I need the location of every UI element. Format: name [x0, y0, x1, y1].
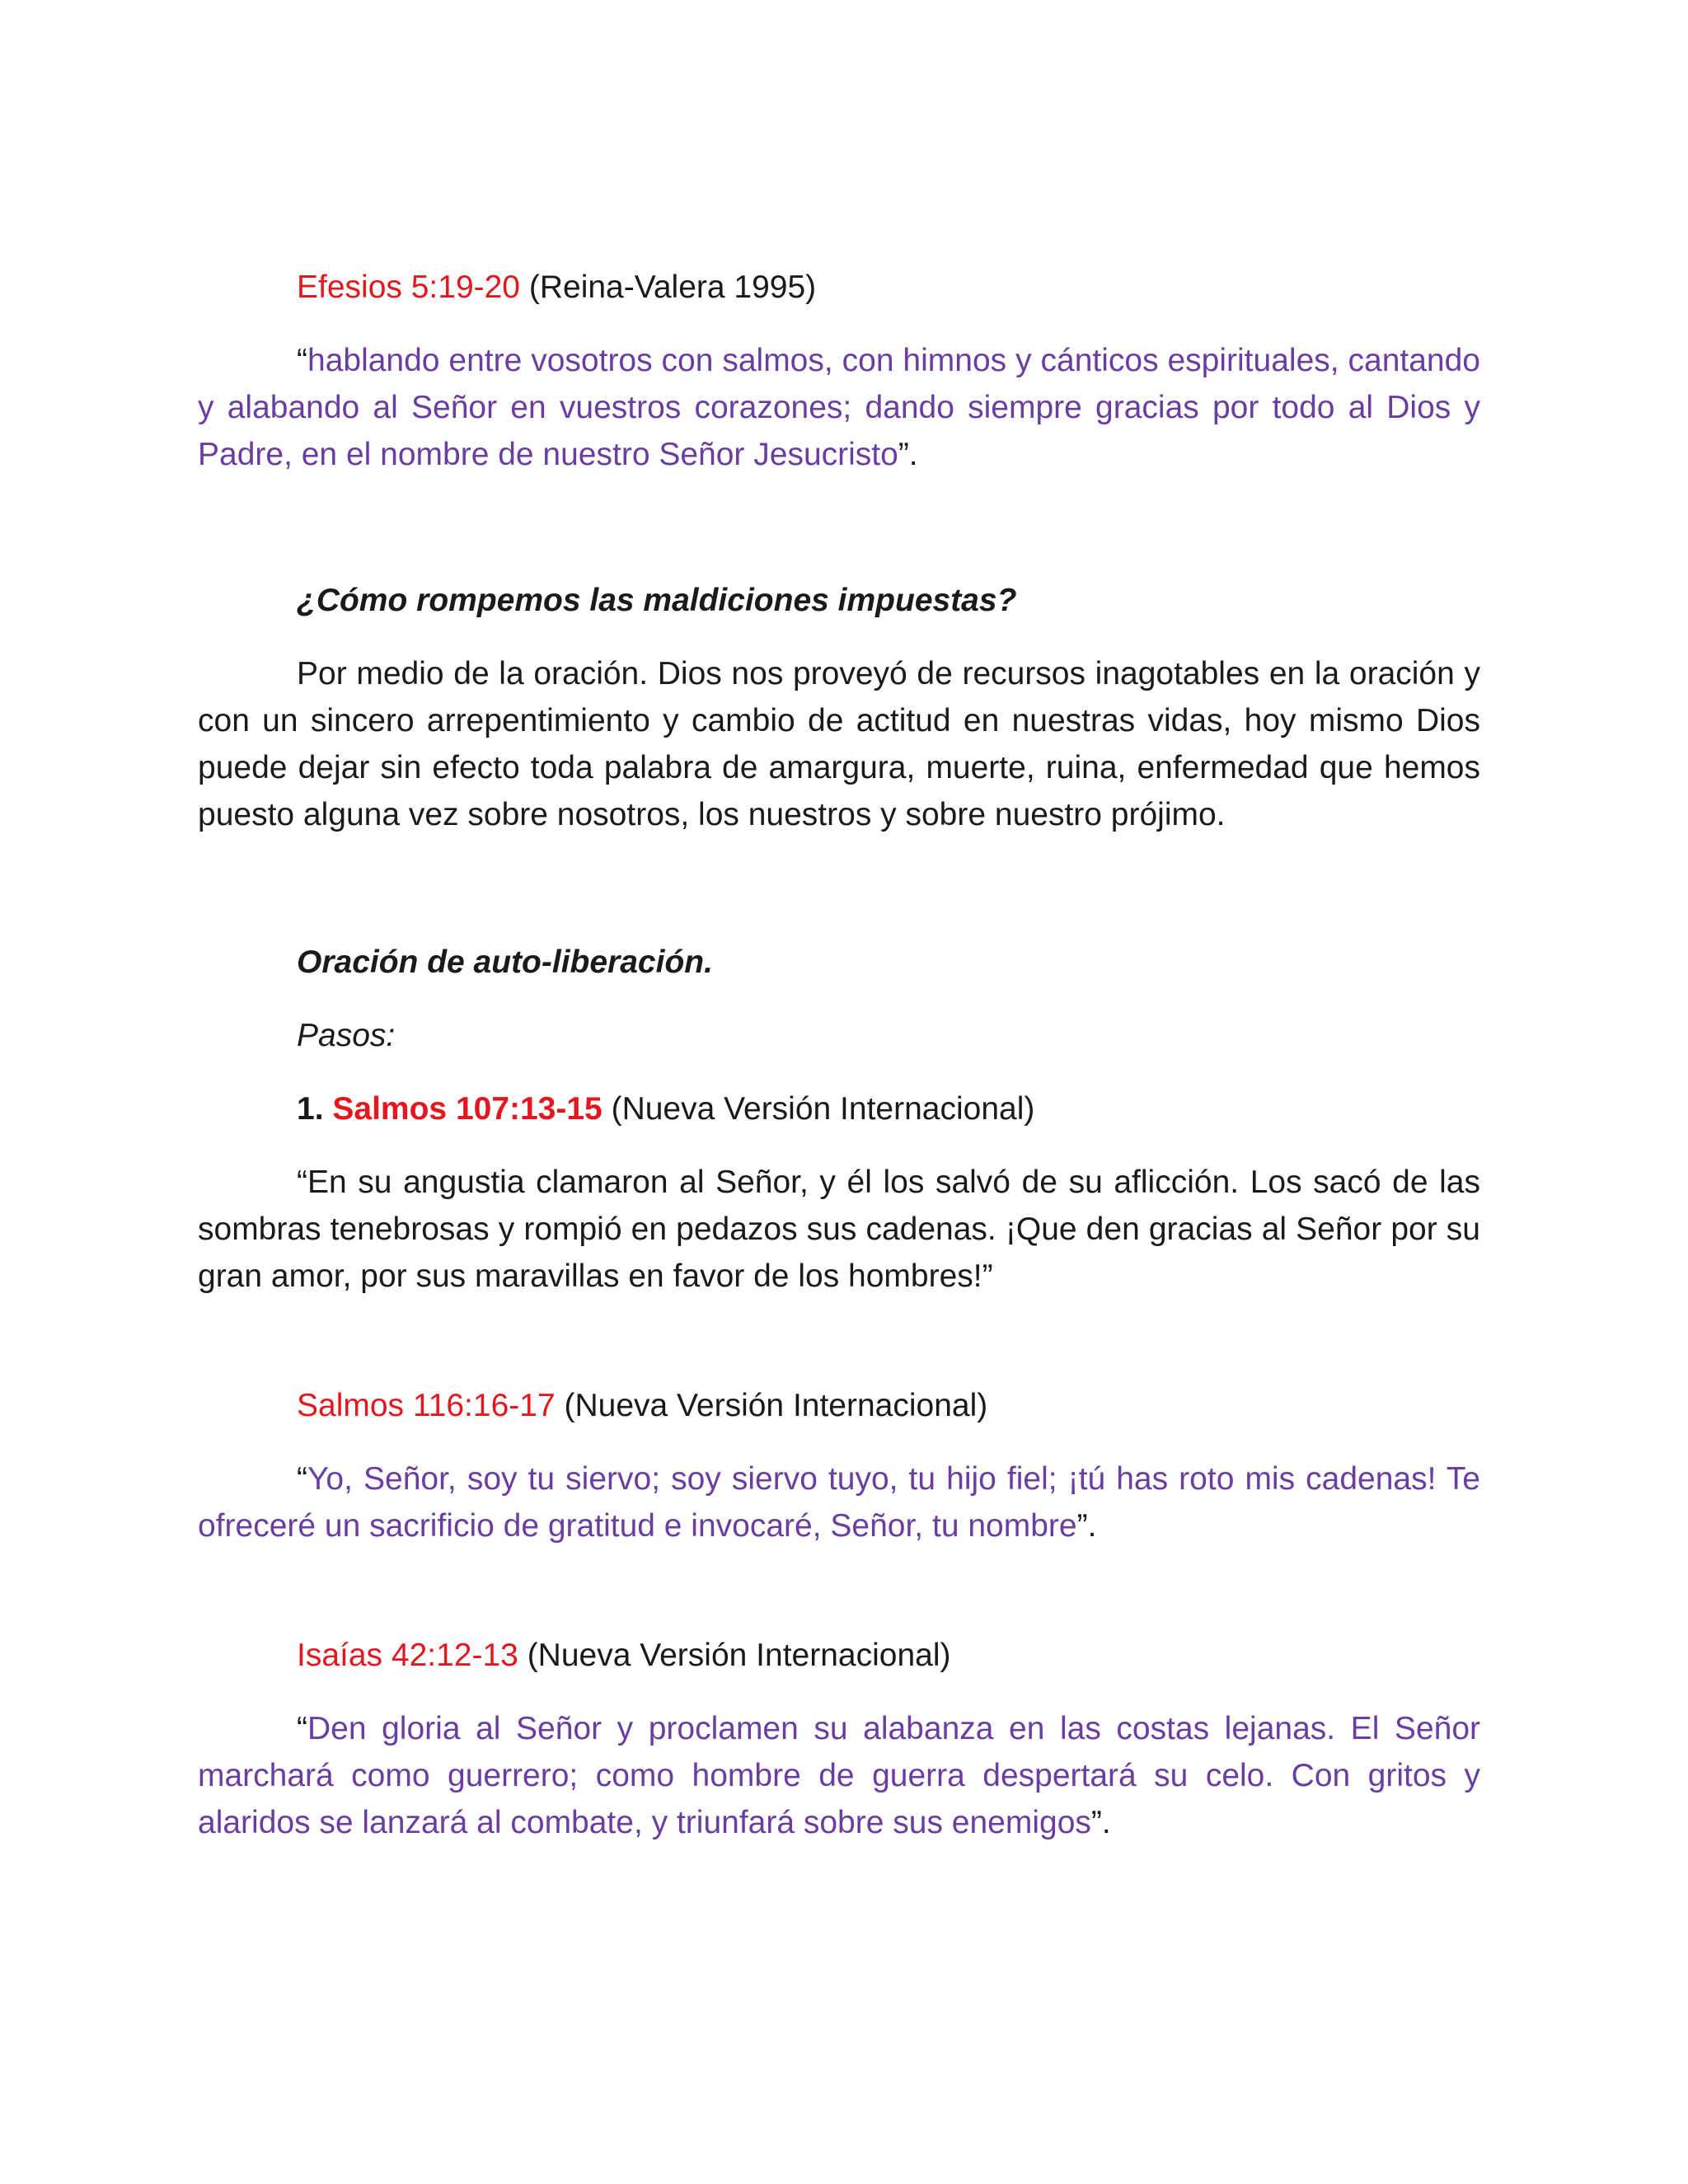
salmos116-quote-text: Yo, Señor, soy tu siervo; soy siervo tuyo, tu hijo fiel; ¡tú has roto mis cadenas! Te ofreceré un sacrificio de gratitud e invocaré, Señor, tu nombre — [198, 1461, 1480, 1544]
question-body: Por medio de la oración. Dios nos proveyó de recursos inagotables en la oración y con un sincero arrepentimiento y cambio de actitud en nuestras vidas, hoy mismo Dios puede dejar sin efecto toda palabra de amargura, muerte, ruina, enfermedad que hemos puesto alguna vez sobre nosotros, los nuestros y sobre nuestro prójimo. — [198, 656, 1480, 832]
step-1-reference-line — [198, 1085, 1480, 1132]
isaias-reference-line — [198, 1632, 1480, 1679]
salmos116-quote: “Yo, Señor, soy tu siervo; soy siervo tuyo, tu hijo fiel; ¡tú has roto mis cadenas! Te ofreceré un sacrificio de gratitud e invocaré, Señor, tu nombre”. — [198, 1461, 1480, 1544]
efesios-reference-line — [198, 264, 1480, 311]
salmos116-reference: Salmos 116:16-17 — [297, 1388, 556, 1423]
salmos107-reference: Salmos 107:13-15 — [332, 1091, 603, 1127]
salmos116-version: (Nueva Versión Internacional) — [555, 1388, 988, 1423]
isaias-quote: “Den gloria al Señor y proclamen su alabanza en las costas lejanas. El Señor marchará como guerrero; como hombre de guerra despertará su celo. Con gritos y alaridos se lanzará al combate, y triunfará sobre sus enemigos”. — [198, 1711, 1480, 1840]
isaias-version: (Nueva Versión Internacional) — [518, 1638, 951, 1673]
efesios-quote: “hablando entre vosotros con salmos, con himnos y cánticos espirituales, cantando y alabando al Señor en vuestros corazones; dando siempre gracias por todo al Dios y Padre, en el nombre de nuestro Señor Jesucristo”. — [198, 343, 1480, 472]
document-page — [198, 264, 1480, 1846]
efesios-quote-text: hablando entre vosotros con salmos, con himnos y cánticos espirituales, cantando y alabando al Señor en vuestros corazones; dando siempre gracias por todo al Dios y Padre, en el nombre de nuestro Señor Jesucristo — [198, 343, 1480, 472]
salmos107-version: (Nueva Versión Internacional) — [602, 1091, 1035, 1127]
salmos107-quote: “En su angustia clamaron al Señor, y él los salvó de su aflicción. Los sacó de las sombras tenebrosas y rompió en pedazos sus cadenas. ¡Que den gracias al Señor por su gran amor, por sus maravillas en favor de los hombres!” — [198, 1165, 1480, 1294]
isaias-quote-text: Den gloria al Señor y proclamen su alabanza en las costas lejanas. El Señor marchará como guerrero; como hombre de guerra despertará su celo. Con gritos y alaridos se lanzará al combate, y triunfará sobre sus enemigos — [198, 1711, 1480, 1840]
steps-label: Pasos: — [297, 1018, 396, 1053]
isaias-reference: Isaías 42:12-13 — [297, 1638, 518, 1673]
prayer-heading: Oración de auto-liberación. — [297, 944, 713, 980]
question-heading: ¿Cómo rompemos las maldiciones impuestas? — [297, 583, 1017, 618]
step-number: 1. — [297, 1091, 333, 1127]
salmos116-reference-line — [198, 1382, 1480, 1429]
efesios-version: (Reina-Valera 1995) — [520, 269, 817, 305]
efesios-reference: Efesios 5:19-20 — [297, 269, 521, 305]
